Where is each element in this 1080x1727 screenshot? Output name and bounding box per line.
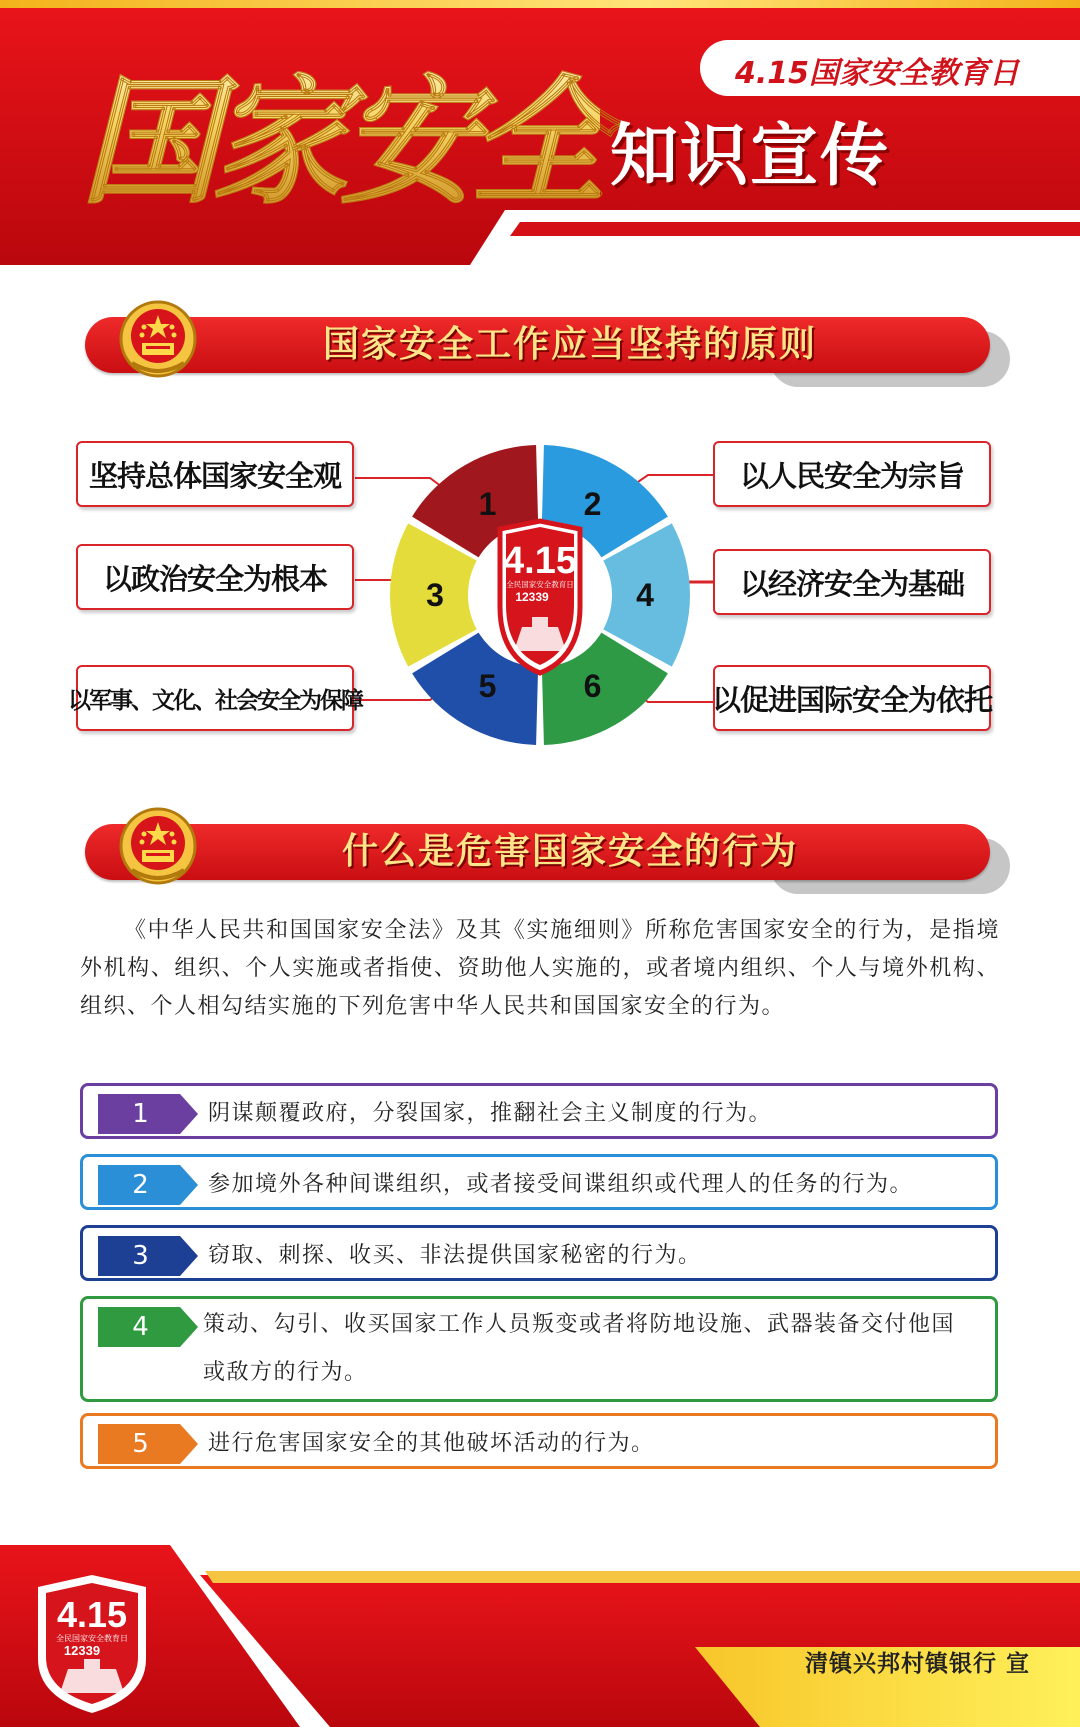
act-text: 参加境外各种间谍组织，或者接受间谍组织或代理人的任务的行为。 xyxy=(208,1172,914,1197)
footer-banner xyxy=(0,1545,1080,1727)
center-badge-number: 4.15 xyxy=(503,540,577,582)
national-emblem-icon xyxy=(118,806,198,888)
act-item-1 xyxy=(80,1083,998,1139)
principle-box-3 xyxy=(76,544,354,610)
act-item-3 xyxy=(80,1225,998,1281)
wheel-number-5: 5 xyxy=(478,667,497,704)
wheel-number-2: 2 xyxy=(583,486,602,523)
footer-badge-number: 4.15 xyxy=(56,1594,128,1635)
wheel-number-6: 6 xyxy=(583,667,602,704)
act-item-4 xyxy=(80,1296,998,1402)
date-badge-text: 4.15国家安全教育日 xyxy=(735,56,1020,91)
act-text: 策动、勾引、收买国家工作人员叛变或者将防地设施、武器装备交付他国或敌方的行为。 xyxy=(203,1312,956,1385)
header-banner xyxy=(0,0,1080,270)
national-emblem-icon xyxy=(118,299,198,381)
wheel-number-1: 1 xyxy=(478,486,497,523)
intro-paragraph: 《中华人民共和国国家安全法》及其《实施细则》所称危害国家安全的行为，是指境外机构、组织、个人实施或者指使、资助他人实施的，或者境内组织、个人与境外机构、组织、个人相勾结实施的下列危害中华人民共和国国家安全的行为。 xyxy=(80,918,1000,1019)
principle-label: 以军事、文化、社会安全为保障 xyxy=(68,686,362,714)
footer-badge-line1: 全民国家安全教育日 xyxy=(56,1634,128,1643)
act-number: 1 xyxy=(132,1099,149,1129)
principle-label: 以经济安全为基础 xyxy=(739,566,964,601)
act-number: 2 xyxy=(132,1170,149,1200)
act-text: 阴谋颠覆政府，分裂国家，推翻社会主义制度的行为。 xyxy=(208,1101,773,1126)
principle-label: 以政治安全为根本 xyxy=(102,561,327,596)
act-number: 5 xyxy=(132,1429,149,1459)
main-title: 国家安全 xyxy=(80,32,600,230)
principle-label: 坚持总体国家安全观 xyxy=(88,458,341,493)
wheel-number-4: 4 xyxy=(636,577,654,613)
subtitle: 知识宣传 xyxy=(610,117,891,196)
wheel-number-3: 3 xyxy=(426,577,444,613)
footer-background xyxy=(0,1545,1080,1727)
principle-box-4 xyxy=(713,549,991,615)
section-title-acts: 什么是危害国家安全的行为 xyxy=(341,830,798,872)
center-badge-line1: 全民国家安全教育日 xyxy=(506,580,574,589)
principle-box-5 xyxy=(68,665,362,731)
center-badge-line2: 12339 xyxy=(515,590,549,604)
issuer-text: 清镇兴邦村镇银行 宣 xyxy=(805,1651,1031,1677)
section-banner-principles xyxy=(70,313,1010,403)
principle-label: 以人民安全为宗旨 xyxy=(739,458,964,493)
principle-box-6 xyxy=(713,665,991,731)
act-item-5 xyxy=(80,1413,998,1469)
center-badge xyxy=(500,521,580,673)
principle-box-2 xyxy=(713,441,991,507)
act-text: 进行危害国家安全的其他破坏活动的行为。 xyxy=(208,1431,655,1456)
act-number: 3 xyxy=(132,1241,149,1271)
section-banner-acts xyxy=(70,820,1010,910)
principle-label: 以促进国际安全为依托 xyxy=(712,682,993,717)
section-title-principles: 国家安全工作应当坚持的原则 xyxy=(322,323,817,365)
footer-badge-line2: 12339 xyxy=(63,1643,101,1658)
principle-box-1 xyxy=(76,441,354,507)
principles-wheel xyxy=(382,437,698,753)
act-text: 窃取、刺探、收买、非法提供国家秘密的行为。 xyxy=(208,1243,702,1268)
act-item-2 xyxy=(80,1154,998,1210)
act-number: 4 xyxy=(132,1312,149,1342)
footer-badge-icon xyxy=(34,1575,150,1713)
